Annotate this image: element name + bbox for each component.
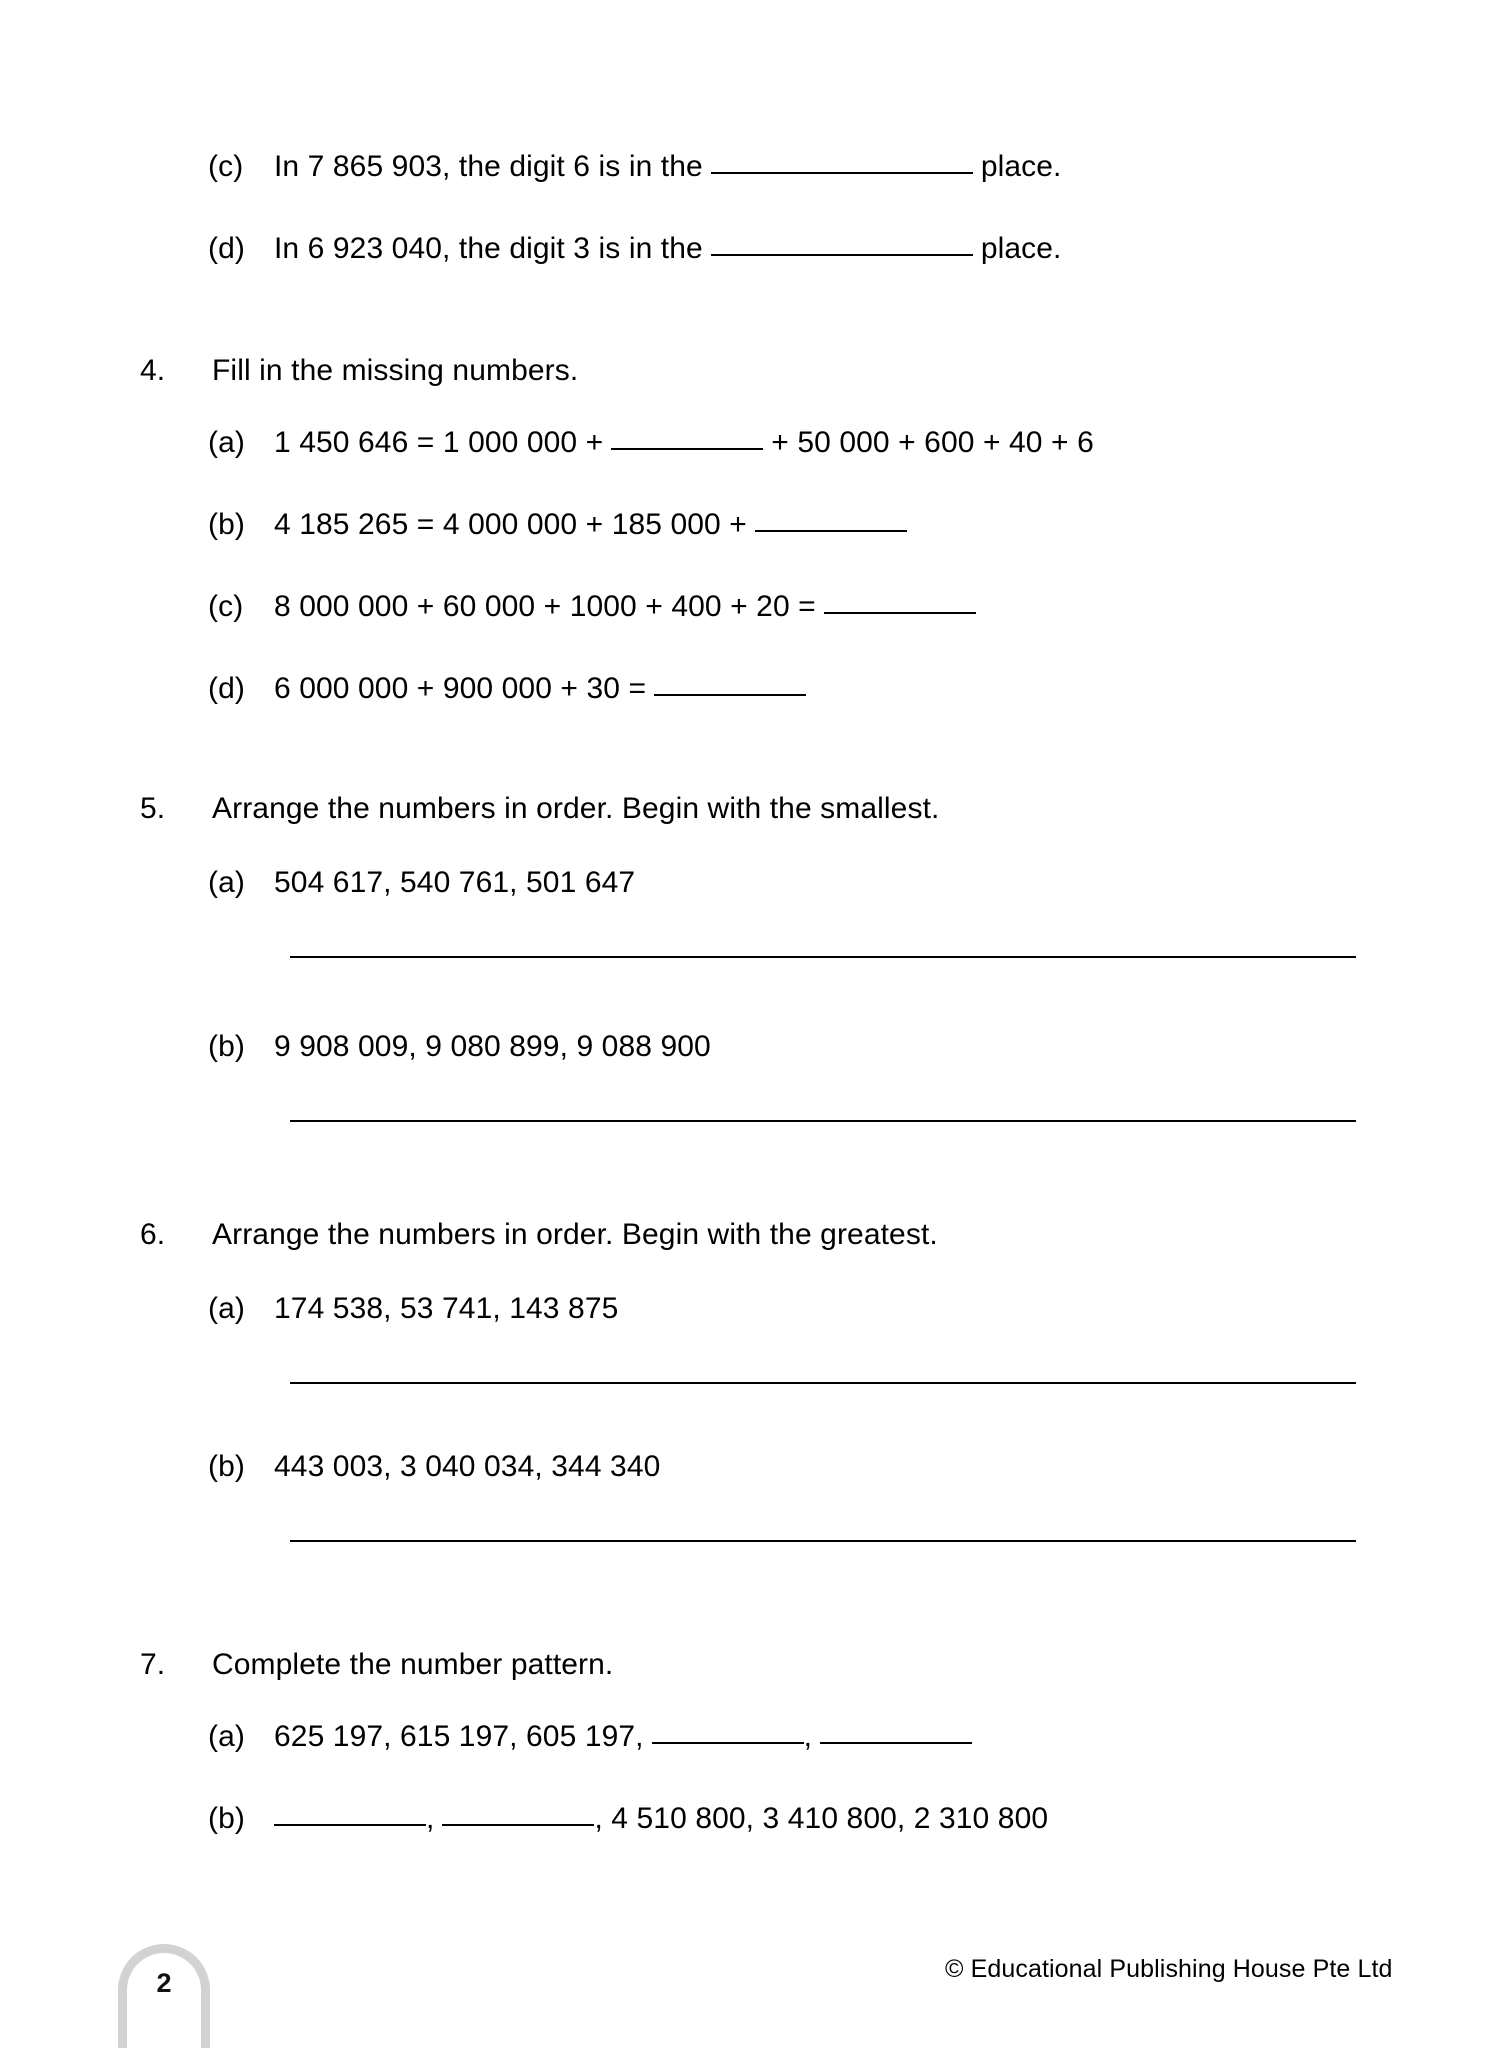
item-label-a: (a): [208, 426, 245, 459]
item-text-b: 443 003, 3 040 034, 344 340: [274, 1450, 661, 1483]
item-label-b: (b): [208, 1450, 245, 1483]
question-6-prompt: Arrange the numbers in order. Begin with the greatest.: [212, 1218, 938, 1251]
item-text-a: 1 450 646 = 1 000 000 +: [274, 426, 604, 459]
answer-blank[interactable]: [820, 1742, 972, 1744]
question-4-item-b: [208, 508, 907, 541]
item-text-b-after: , 4 510 800, 3 410 800, 2 310 800: [594, 1802, 1049, 1835]
question-6-item-a: [208, 1292, 618, 1325]
answer-blank[interactable]: [824, 612, 976, 614]
copyright-notice: © Educational Publishing House Pte Ltd: [945, 1955, 1393, 1983]
question-number-5: 5.: [140, 792, 166, 825]
answer-rule[interactable]: [290, 1540, 1356, 1542]
question-number-4: 4.: [140, 354, 166, 387]
item-text-c: 8 000 000 + 60 000 + 1000 + 400 + 20 =: [274, 590, 816, 623]
item-text-a: 504 617, 540 761, 501 647: [274, 866, 636, 899]
item-label-a: (a): [208, 1292, 245, 1325]
item-text-c: In 7 865 903, the digit 6 is in the: [274, 150, 703, 183]
item-text-a: 174 538, 53 741, 143 875: [274, 1292, 619, 1325]
answer-blank[interactable]: [274, 1824, 426, 1826]
item-label-c: (c): [208, 150, 244, 183]
question-4-item-a: [208, 426, 1094, 459]
item-text-b: 9 908 009, 9 080 899, 9 088 900: [274, 1030, 711, 1063]
question-number-7: 7.: [140, 1648, 166, 1681]
question-3-item-c: [208, 150, 1061, 183]
answer-blank[interactable]: [755, 530, 907, 532]
item-label-a: (a): [208, 866, 245, 899]
question-7-item-a: [208, 1720, 972, 1753]
item-separator-comma: ,: [426, 1802, 435, 1835]
item-label-b: (b): [208, 1030, 245, 1063]
answer-blank[interactable]: [611, 448, 763, 450]
answer-blank[interactable]: [652, 1742, 804, 1744]
answer-rule[interactable]: [290, 1382, 1356, 1384]
question-5-prompt: Arrange the numbers in order. Begin with the smallest.: [212, 792, 940, 825]
item-text-d-after: place.: [980, 232, 1062, 265]
question-4-heading: [140, 354, 578, 387]
item-label-b: (b): [208, 1802, 245, 1835]
question-4-prompt: Fill in the missing numbers.: [212, 354, 579, 387]
item-text-a: 625 197, 615 197, 605 197,: [274, 1720, 644, 1753]
item-text-d: In 6 923 040, the digit 3 is in the: [274, 232, 703, 265]
item-label-c: (c): [208, 590, 244, 623]
item-label-b: (b): [208, 508, 245, 541]
item-text-d: 6 000 000 + 900 000 + 30 =: [274, 672, 647, 705]
question-4-item-d: [208, 672, 806, 705]
answer-rule[interactable]: [290, 1120, 1356, 1122]
item-text-c-after: place.: [980, 150, 1062, 183]
item-label-a: (a): [208, 1720, 245, 1753]
question-3-item-d: [208, 232, 1061, 265]
item-separator-comma: ,: [803, 1720, 813, 1753]
item-label-d: (d): [208, 672, 245, 705]
question-5-heading: [140, 792, 939, 825]
item-label-d: (d): [208, 232, 245, 265]
question-5-item-b: [208, 1030, 711, 1063]
answer-blank[interactable]: [711, 172, 973, 174]
item-text-b: 4 185 265 = 4 000 000 + 185 000 +: [274, 508, 747, 541]
question-5-item-a: [208, 866, 635, 899]
answer-blank[interactable]: [654, 694, 806, 696]
question-6-heading: [140, 1218, 938, 1251]
answer-rule[interactable]: [290, 956, 1356, 958]
question-7-heading: [140, 1648, 613, 1681]
question-7-item-b: [208, 1802, 1048, 1835]
answer-blank[interactable]: [442, 1824, 594, 1826]
question-4-item-c: [208, 590, 976, 623]
question-number-6: 6.: [140, 1218, 166, 1251]
item-text-a-after: + 50 000 + 600 + 40 + 6: [771, 426, 1094, 459]
question-7-prompt: Complete the number pattern.: [212, 1648, 614, 1681]
page-number: 2: [156, 1968, 172, 1998]
question-6-item-b: [208, 1450, 660, 1483]
answer-blank[interactable]: [711, 254, 973, 256]
